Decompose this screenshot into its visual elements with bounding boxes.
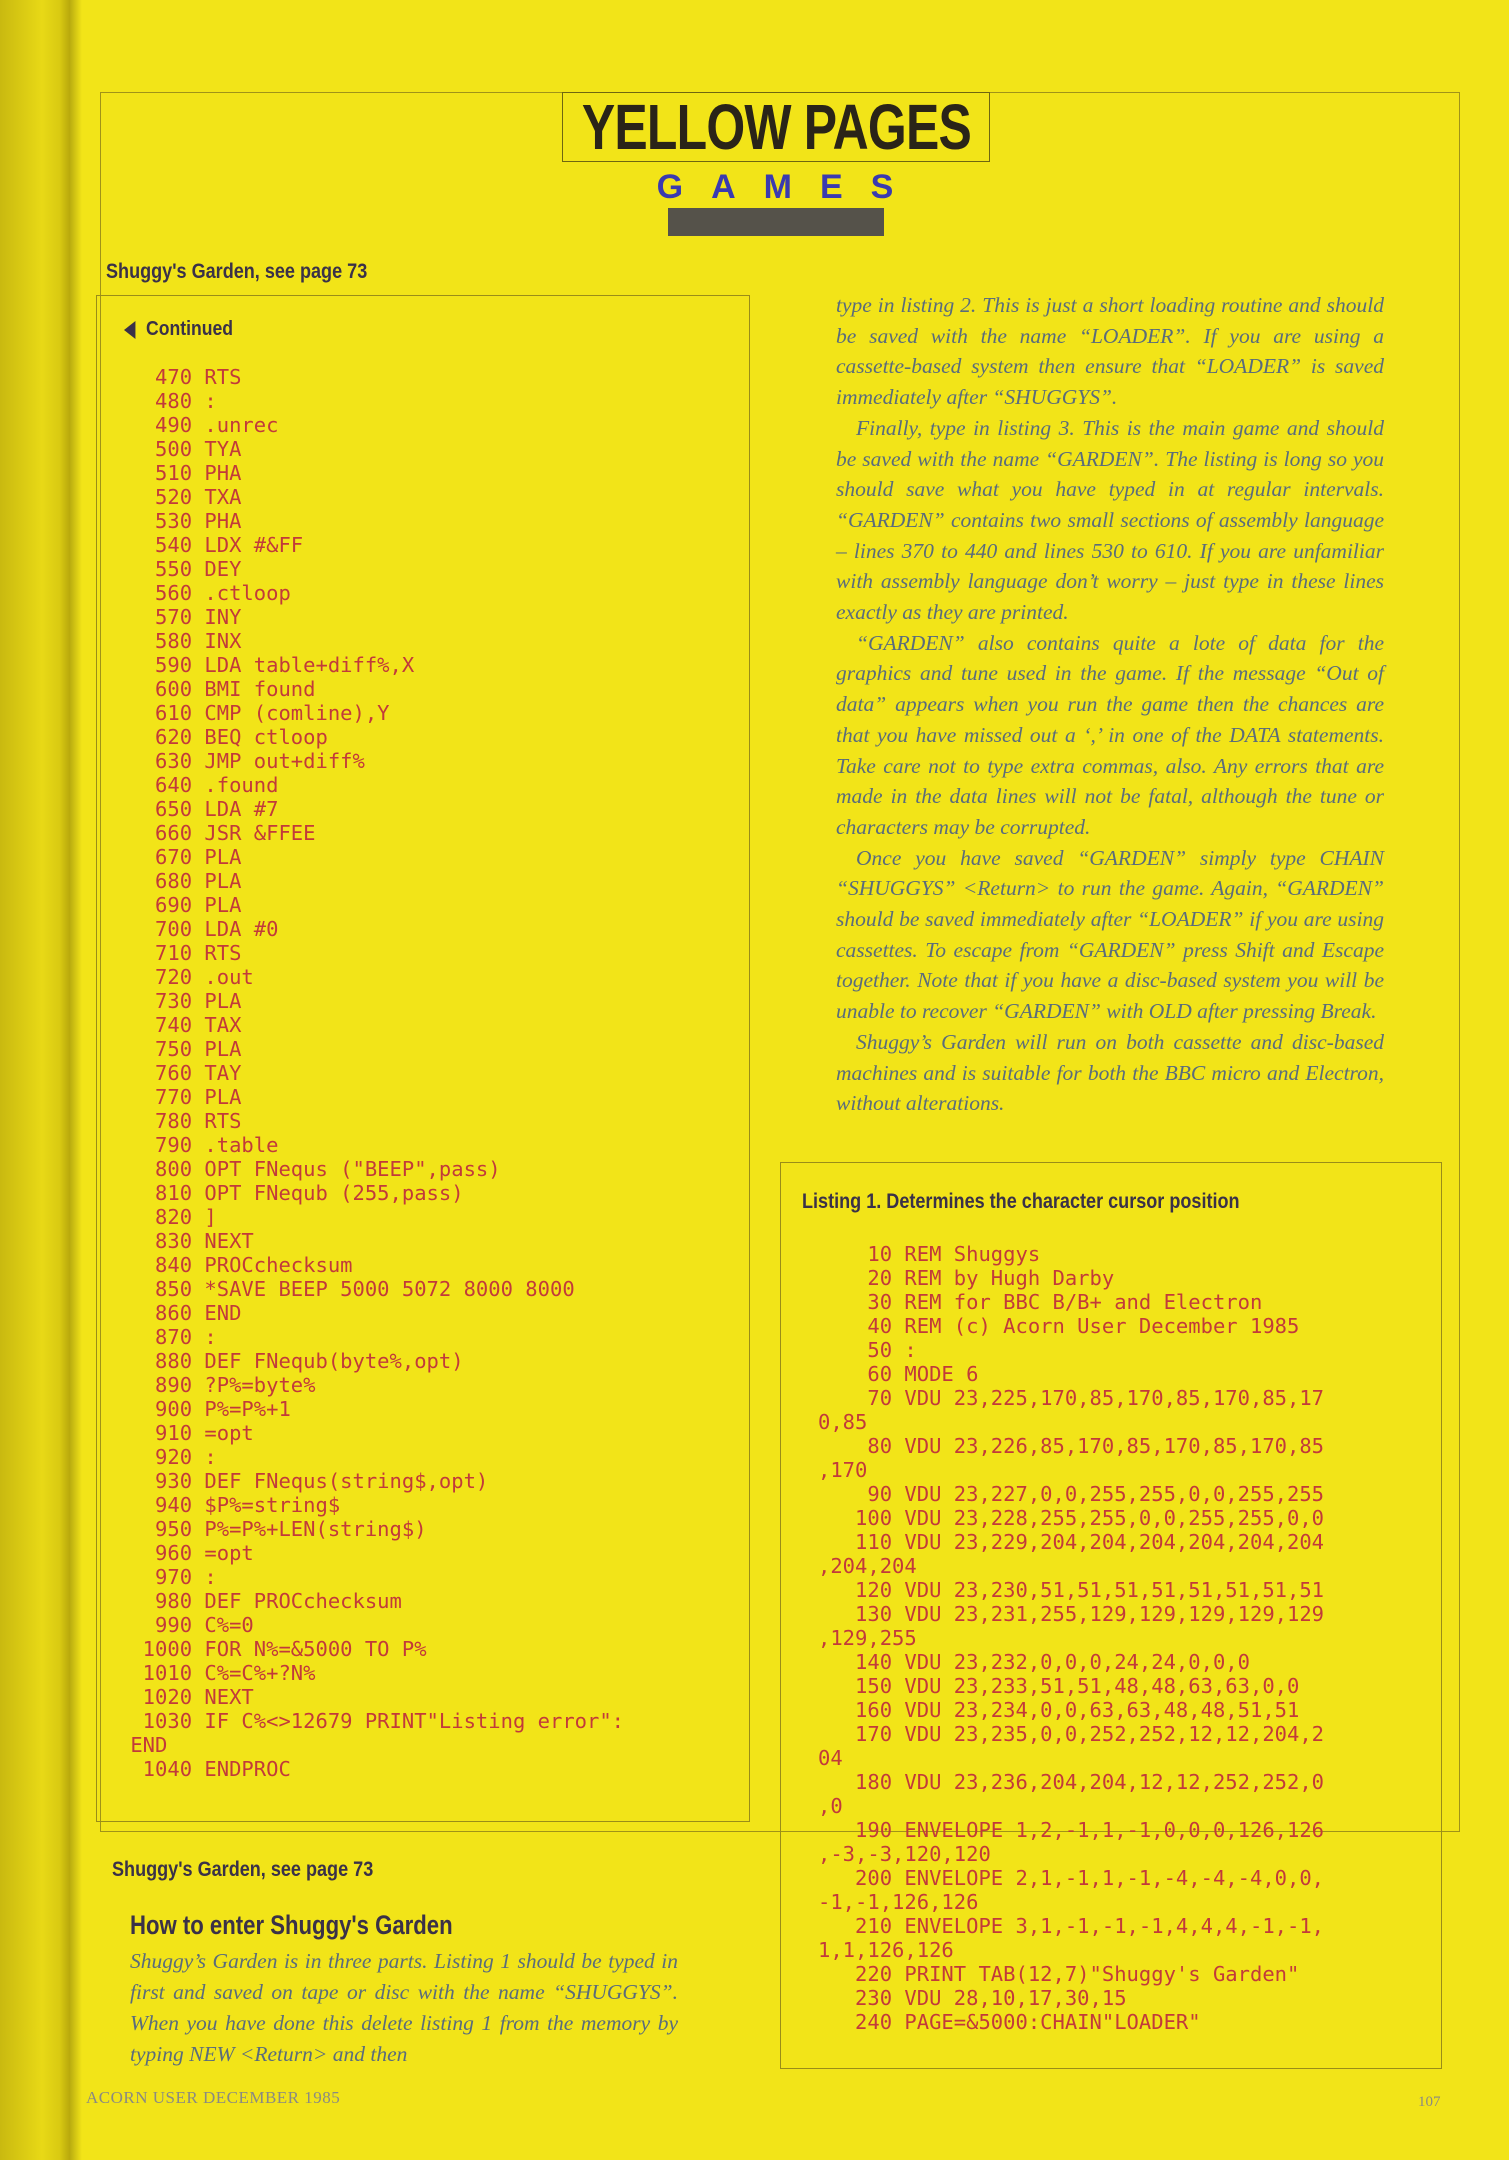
code-line: 200 ENVELOPE 2,1,-1,1,-1,-4,-4,-4,0,0,	[818, 1866, 1325, 1890]
code-line: 1030 IF C%<>12679 PRINT"Listing error":	[118, 1709, 625, 1733]
code-line: 780 RTS	[118, 1109, 242, 1133]
code-line: 810 OPT FNequb (255,pass)	[118, 1181, 464, 1205]
code-line: 520 TXA	[118, 485, 242, 509]
article-paragraph: “GARDEN” also contains quite a lote of data for the graphics and tune used in the game. If the message “Out of data” appears when you run the game then the chances are that you have missed out a ‘,’ in one of the DATA statements. Take care not to type extra commas, also. Any errors that are made in the data lines will not be fatal, although the tune or characters may be corrupted.	[836, 630, 1384, 839]
code-line: 590 LDA table+diff%,X	[118, 653, 415, 677]
article-paragraph: Shuggy’s Garden will run on both cassette and disc-based machines and is suitable for both the BBC micro and Electron, without alterations.	[836, 1029, 1384, 1116]
code-line: 60 MODE 6	[818, 1362, 979, 1386]
code-line: 870 :	[118, 1325, 217, 1349]
code-line: ,204,204	[818, 1554, 917, 1578]
code-line: 630 JMP out+diff%	[118, 749, 365, 773]
code-line: 150 VDU 23,233,51,51,48,48,63,63,0,0	[818, 1674, 1300, 1698]
code-line: 730 PLA	[118, 989, 242, 1013]
code-line: 620 BEQ ctloop	[118, 725, 328, 749]
code-line: 660 JSR &FFEE	[118, 821, 316, 845]
code-line: 1000 FOR N%=&5000 TO P%	[118, 1637, 427, 1661]
code-line: 180 VDU 23,236,204,204,12,12,252,252,0	[818, 1770, 1325, 1794]
article-paragraph: Finally, type in listing 3. This is the main game and should be saved with the name “GARDEN”. The listing is long so you should save what you have typed in at regular intervals. “GARDEN” contains two small sections of assembly language – lines 370 to 440 and lines 530 to 610. If you are unfamiliar with assembly language don’t worry – just type in these lines exactly as they are printed.	[836, 415, 1384, 625]
code-line: 490 .unrec	[118, 413, 279, 437]
code-line: -1,-1,126,126	[818, 1890, 979, 1914]
code-line: 10 REM Shuggys	[818, 1242, 1041, 1266]
code-line: 750 PLA	[118, 1037, 242, 1061]
page-title: YELLOW PAGES	[581, 91, 971, 163]
page-number: 107	[1418, 2094, 1441, 2110]
code-line: 70 VDU 23,225,170,85,170,85,170,85,17	[818, 1386, 1325, 1410]
code-line: 1040 ENDPROC	[118, 1757, 291, 1781]
code-line: 240 PAGE=&5000:CHAIN"LOADER"	[818, 2010, 1201, 2034]
header-title-box	[562, 92, 990, 162]
code-line: 04	[818, 1746, 843, 1770]
article-paragraph: Once you have saved “GARDEN” simply type CHAIN “SHUGGYS” <Return> to run the game. Again, “GARDEN” should be saved immediately after “LOADER” if you are using cassettes. To escape from “GARDEN” press Shift and Escape together. Note that if you have a disc-based system you will be unable to recover “GARDEN” with OLD after pressing Break.	[836, 845, 1384, 1024]
code-line: 220 PRINT TAB(12,7)"Shuggy's Garden"	[818, 1962, 1300, 1986]
book-spine	[0, 0, 70, 2160]
article-text-right	[836, 290, 1384, 1119]
caption-bottom: Shuggy's Garden, see page 73	[112, 1858, 374, 1881]
code-line: 510 PHA	[118, 461, 242, 485]
code-line: ,0	[818, 1794, 843, 1818]
code-line: 680 PLA	[118, 869, 242, 893]
code-line: 970 :	[118, 1565, 217, 1589]
code-line: 1,1,126,126	[818, 1938, 954, 1962]
section-subtitle: GAMES	[656, 168, 922, 206]
code-line: 600 BMI found	[118, 677, 316, 701]
code-line: 990 C%=0	[118, 1613, 254, 1637]
code-line: 880 DEF FNequb(byte%,opt)	[118, 1349, 464, 1373]
code-line: 110 VDU 23,229,204,204,204,204,204,204	[818, 1530, 1325, 1554]
code-line: ,-3,-3,120,120	[818, 1842, 991, 1866]
code-line: 540 LDX #&FF	[118, 533, 304, 557]
code-line: 820 ]	[118, 1205, 217, 1229]
code-line: 920 :	[118, 1445, 217, 1469]
code-line: 840 PROCchecksum	[118, 1253, 353, 1277]
code-listing-right	[818, 1242, 1324, 2034]
code-line: 120 VDU 23,230,51,51,51,51,51,51,51,51	[818, 1578, 1325, 1602]
triangle-left-icon	[124, 321, 135, 339]
code-line: 860 END	[118, 1301, 242, 1325]
code-line: 130 VDU 23,231,255,129,129,129,129,129	[818, 1602, 1325, 1626]
code-line: 1010 C%=C%+?N%	[118, 1661, 316, 1685]
code-line: 190 ENVELOPE 1,2,-1,1,-1,0,0,0,126,126	[818, 1818, 1325, 1842]
code-line: 210 ENVELOPE 3,1,-1,-1,-1,4,4,4,-1,-1,	[818, 1914, 1325, 1938]
caption-top: Shuggy's Garden, see page 73	[106, 260, 368, 283]
code-line: 720 .out	[118, 965, 254, 989]
code-line: 1020 NEXT	[118, 1685, 254, 1709]
code-line: 930 DEF FNequs(string$,opt)	[118, 1469, 489, 1493]
header-bar	[668, 208, 884, 236]
continued-text: Continued	[146, 318, 234, 340]
code-line: 670 PLA	[118, 845, 242, 869]
article-paragraph: type in listing 2. This is just a short loading routine and should be saved with the name “LOADER”. If you are using a cassette-based system then ensure that “LOADER” is saved immediately after “SHUGGYS”.	[836, 293, 1384, 410]
code-line: 800 OPT FNequs ("BEEP",pass)	[118, 1157, 501, 1181]
code-line: 550 DEY	[118, 557, 242, 581]
code-line: 700 LDA #0	[118, 917, 279, 941]
code-line: 690 PLA	[118, 893, 242, 917]
code-line: 850 *SAVE BEEP 5000 5072 8000 8000	[118, 1277, 575, 1301]
code-line: 480 :	[118, 389, 217, 413]
code-line: 100 VDU 23,228,255,255,0,0,255,255,0,0	[818, 1506, 1325, 1530]
code-line: 470 RTS	[118, 365, 242, 389]
code-line: 640 .found	[118, 773, 279, 797]
code-line: 890 ?P%=byte%	[118, 1373, 316, 1397]
code-line: 50 :	[818, 1338, 917, 1362]
footer-magazine: ACORN USER DECEMBER 1985	[86, 2088, 341, 2107]
code-line: ,129,255	[818, 1626, 917, 1650]
section-heading: How to enter Shuggy's Garden	[130, 1910, 453, 1940]
code-line: 90 VDU 23,227,0,0,255,255,0,0,255,255	[818, 1482, 1325, 1506]
code-line: 940 $P%=string$	[118, 1493, 341, 1517]
code-line: 650 LDA #7	[118, 797, 279, 821]
code-line: 980 DEF PROCchecksum	[118, 1589, 402, 1613]
code-line: 710 RTS	[118, 941, 242, 965]
code-line: 790 .table	[118, 1133, 279, 1157]
code-line: 30 REM for BBC B/B+ and Electron	[818, 1290, 1263, 1314]
code-line: 230 VDU 28,10,17,30,15	[818, 1986, 1127, 2010]
code-line: 0,85	[818, 1410, 868, 1434]
code-line: 770 PLA	[118, 1085, 242, 1109]
page-gutter-shadow	[70, 0, 82, 2160]
code-line: 170 VDU 23,235,0,0,252,252,12,12,204,2	[818, 1722, 1325, 1746]
code-line: 960 =opt	[118, 1541, 254, 1565]
code-line: END	[118, 1733, 168, 1757]
code-line: 500 TYA	[118, 437, 242, 461]
article-paragraph: Shuggy’s Garden is in three parts. Listing 1 should be typed in first and saved on tape or disc with the name “SHUGGYS”. When you have done this delete listing 1 from the memory by typing NEW <Return> and then	[130, 1949, 678, 2066]
code-line: ,170	[818, 1458, 868, 1482]
code-line: 910 =opt	[118, 1421, 254, 1445]
code-line: 140 VDU 23,232,0,0,0,24,24,0,0,0	[818, 1650, 1250, 1674]
code-listing-left	[118, 365, 624, 1781]
code-line: 530 PHA	[118, 509, 242, 533]
caption-listing-1: Listing 1. Determines the character cursor position	[802, 1190, 1240, 1213]
code-line: 760 TAY	[118, 1061, 242, 1085]
article-text-left	[130, 1946, 678, 2070]
continued-label	[124, 318, 233, 341]
code-line: 950 P%=P%+LEN(string$)	[118, 1517, 427, 1541]
code-line: 580 INX	[118, 629, 242, 653]
code-line: 830 NEXT	[118, 1229, 254, 1253]
code-line: 610 CMP (comline),Y	[118, 701, 390, 725]
code-line: 40 REM (c) Acorn User December 1985	[818, 1314, 1300, 1338]
code-line: 160 VDU 23,234,0,0,63,63,48,48,51,51	[818, 1698, 1300, 1722]
code-line: 20 REM by Hugh Darby	[818, 1266, 1115, 1290]
code-line: 560 .ctloop	[118, 581, 291, 605]
code-line: 740 TAX	[118, 1013, 242, 1037]
code-line: 80 VDU 23,226,85,170,85,170,85,170,85	[818, 1434, 1325, 1458]
code-line: 570 INY	[118, 605, 242, 629]
code-line: 900 P%=P%+1	[118, 1397, 291, 1421]
